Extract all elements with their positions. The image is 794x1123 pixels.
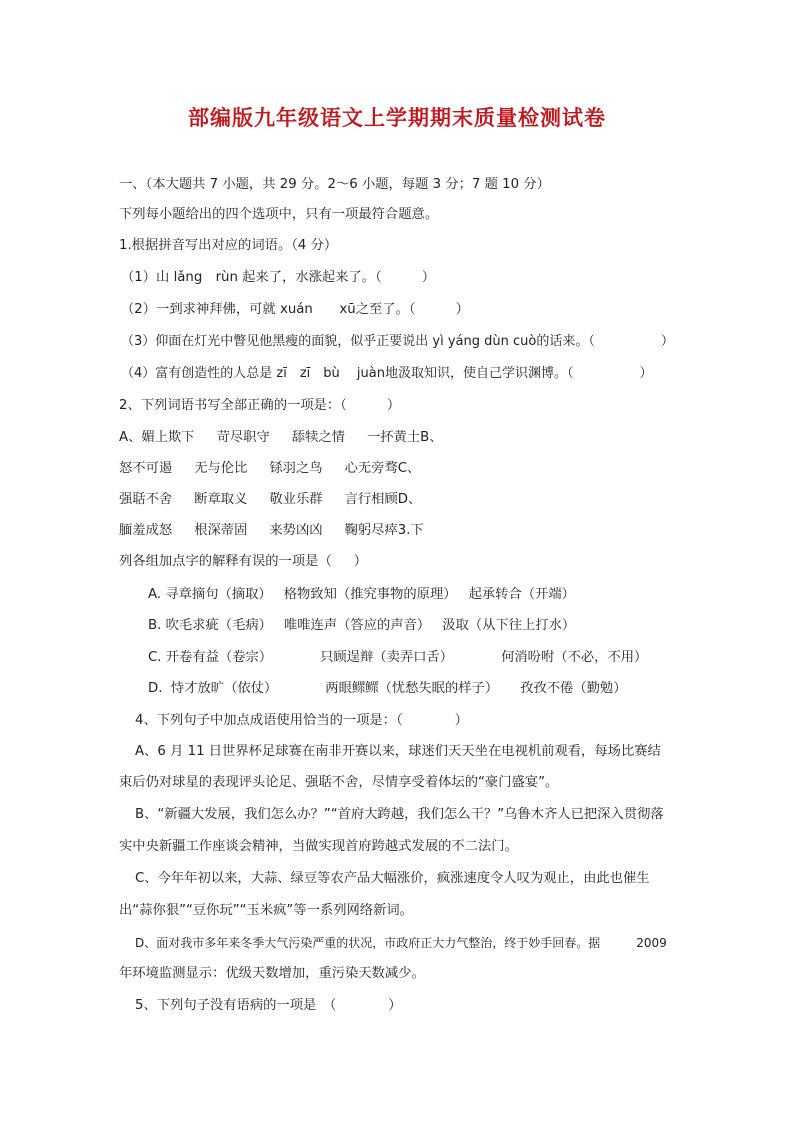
q1-item-4: （4）富有创造性的人总是 zī zī bù juàn地汲取知识，使自己学识渊博。（ ） — [121, 366, 653, 381]
q3-option-b: B. 吹毛求疵（毛病） 唯唯连声（答应的声音） 汲取（从下往上打水） — [148, 618, 576, 633]
section-instruction: 下列每小题给出的四个选项中，只有一项最符合题意。 — [119, 207, 439, 222]
q4-stem: 4、下列句子中加点成语使用恰当的一项是：（ ） — [135, 713, 469, 728]
q1-item-3: （3）仰面在灯光中瞥见他黑瘦的面貌，似乎正要说出 yì yáng dùn cuò的话来。（ ） — [121, 334, 674, 349]
q2-line-1: A、媚上欺下 苛尽职守 舔犊之情 一抔黄土B、 — [119, 430, 443, 445]
q1-stem: 1.根据拼音写出对应的词语。（4 分） — [119, 238, 338, 253]
q2-line-4: 腼羞成怒 根深蒂固 来势凶凶 鞠躬尽瘁3.下 — [119, 523, 424, 538]
section-heading: 一、（本大题共 7 小题，共 29 分。2～6 小题，每题 3 分；7 题 10 分） — [119, 177, 550, 192]
q1-item-1: （1）山 lǎng rùn 起来了，水涨起来了。（ ） — [121, 270, 436, 285]
q3-stem: 列各组加点字的解释有误的一项是（ ） — [119, 554, 368, 569]
q4-option-a-line-1: A、6 月 11 日世界杯足球赛在南非开赛以来，球迷们天天坐在电视机前观看，每场比赛结 — [135, 744, 661, 759]
q4-option-d-line-1: D、面对我市多年来冬季大气污染严重的状况，市政府正大力气整治，终于妙手回春。据 2009 — [135, 936, 667, 950]
page-title: 部编版九年级语文上学期期末质量检测试卷 — [188, 105, 606, 130]
q4-option-c-line-2: 出“蒜你狠”“豆你玩”“玉米疯”等一系列网络新词。 — [119, 903, 413, 918]
q4-option-d-line-2: 年环境监测显示：优级天数增加，重污染天数减少。 — [119, 966, 425, 981]
q4-option-b-line-2: 实中央新疆工作座谈会精神，当做实现首府跨越式发展的不二法门。 — [119, 839, 518, 854]
q3-option-a: A. 寻章摘句（摘取） 格物致知（推究事物的原理） 起承转合（开端） — [148, 587, 575, 602]
q4-option-c-line-1: C、今年年初以来，大蒜、绿豆等农产品大幅涨价，疯涨速度令人叹为观止，由此也催生 — [135, 871, 650, 886]
q2-line-3: 强聒不舍 断章取义 敬业乐群 言行相顾D、 — [119, 492, 422, 507]
q2-stem: 2、下列词语书写全部正确的一项是：（ ） — [119, 398, 401, 413]
q3-option-c: C. 开卷有益（卷宗） 只顾逞辩（卖弄口舌） 何消吩咐（不必，不用） — [148, 650, 648, 665]
q4-option-a-line-2: 束后仍对球星的表现评头论足、强聒不舍，尽情享受着体坛的“豪门盛宴”。 — [119, 775, 559, 790]
q3-option-d: D. 恃才放旷（依仗） 两眼鳏鳏（忧愁失眠的样子） 孜孜不倦（勤勉） — [148, 681, 627, 696]
q4-option-b-line-1: B、“新疆大发展，我们怎么办？”“首府大跨越，我们怎么干？”乌鲁木齐人已把深入贯彻落 — [135, 807, 664, 822]
q2-line-2: 怒不可遏 无与伦比 铩羽之鸟 心无旁骛C、 — [119, 461, 421, 476]
q1-item-2: （2）一到求神拜佛，可就 xuán xū之至了。（ ） — [121, 302, 469, 317]
q5-stem: 5、下列句子没有语病的一项是 （ ） — [135, 998, 402, 1013]
